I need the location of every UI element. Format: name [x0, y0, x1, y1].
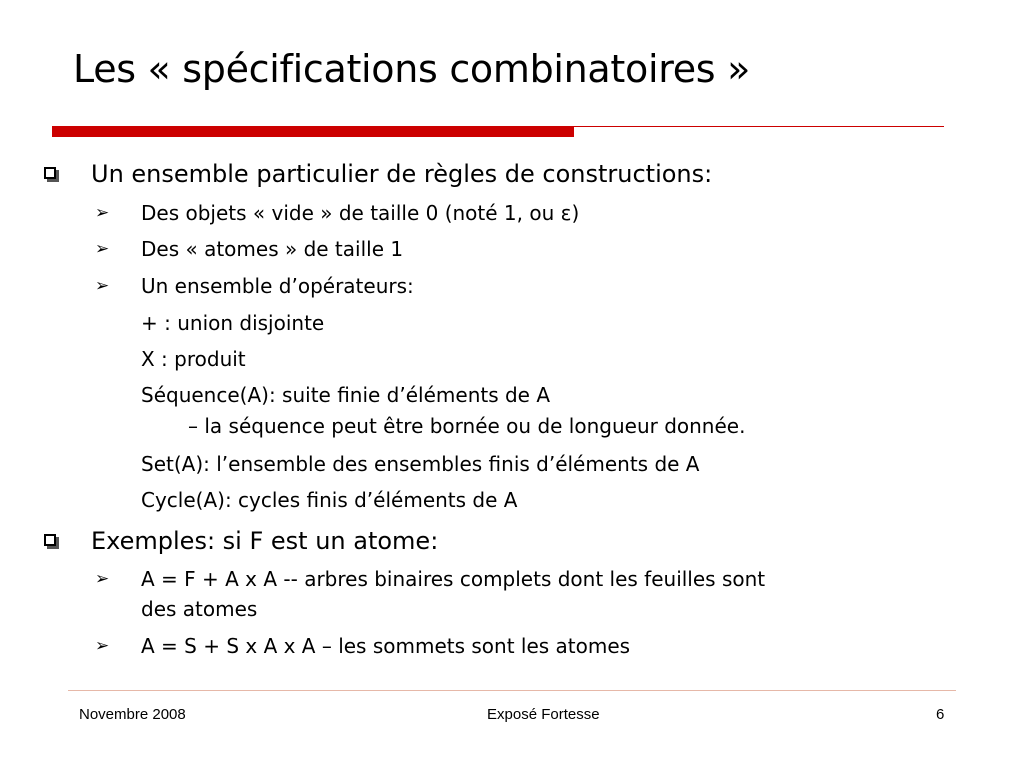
arrow-bullet-icon: ➢: [95, 239, 110, 259]
operator-sequence: Séquence(A): suite finie d’éléments de A: [141, 383, 551, 407]
operator-set: Set(A): l’ensemble des ensembles finis d’éléments de A: [141, 452, 700, 476]
checkbox-square-icon: [44, 167, 56, 179]
operator-product: X : produit: [141, 347, 246, 371]
footer-date: Novembre 2008: [79, 706, 186, 723]
bullet-empty-objects: Des objets « vide » de taille 0 (noté 1, ou ε): [141, 201, 580, 225]
operator-cycle: Cycle(A): cycles finis d’éléments de A: [141, 488, 518, 512]
page-number: 6: [936, 706, 945, 723]
slide-title: Les « spécifications combinatoires »: [73, 47, 751, 91]
operator-sequence-note: – la séquence peut être bornée ou de longueur donnée.: [188, 414, 746, 438]
example-binary-trees: A = F + A x A -- arbres binaires complets dont les feuilles sont: [141, 567, 766, 591]
arrow-bullet-icon: ➢: [95, 276, 110, 296]
bullet-atoms: Des « atomes » de taille 1: [141, 237, 404, 261]
title-underline-thin: [574, 126, 944, 127]
example-binary-trees-cont: des atomes: [141, 597, 258, 621]
bullet-operators: Un ensemble d’opérateurs:: [141, 274, 414, 298]
example-vertices: A = S + S x A x A – les sommets sont les atomes: [141, 634, 631, 658]
bullet-examples: Exemples: si F est un atome:: [91, 527, 439, 555]
operator-union: + : union disjointe: [141, 311, 325, 335]
footer-title: Exposé Fortesse: [487, 706, 600, 723]
title-underline-thick: [52, 126, 574, 137]
arrow-bullet-icon: ➢: [95, 203, 110, 223]
arrow-bullet-icon: ➢: [95, 636, 110, 656]
checkbox-square-icon: [44, 534, 56, 546]
bullet-rules: Un ensemble particulier de règles de constructions:: [91, 160, 713, 188]
arrow-bullet-icon: ➢: [95, 569, 110, 589]
footer-divider: [68, 690, 956, 691]
